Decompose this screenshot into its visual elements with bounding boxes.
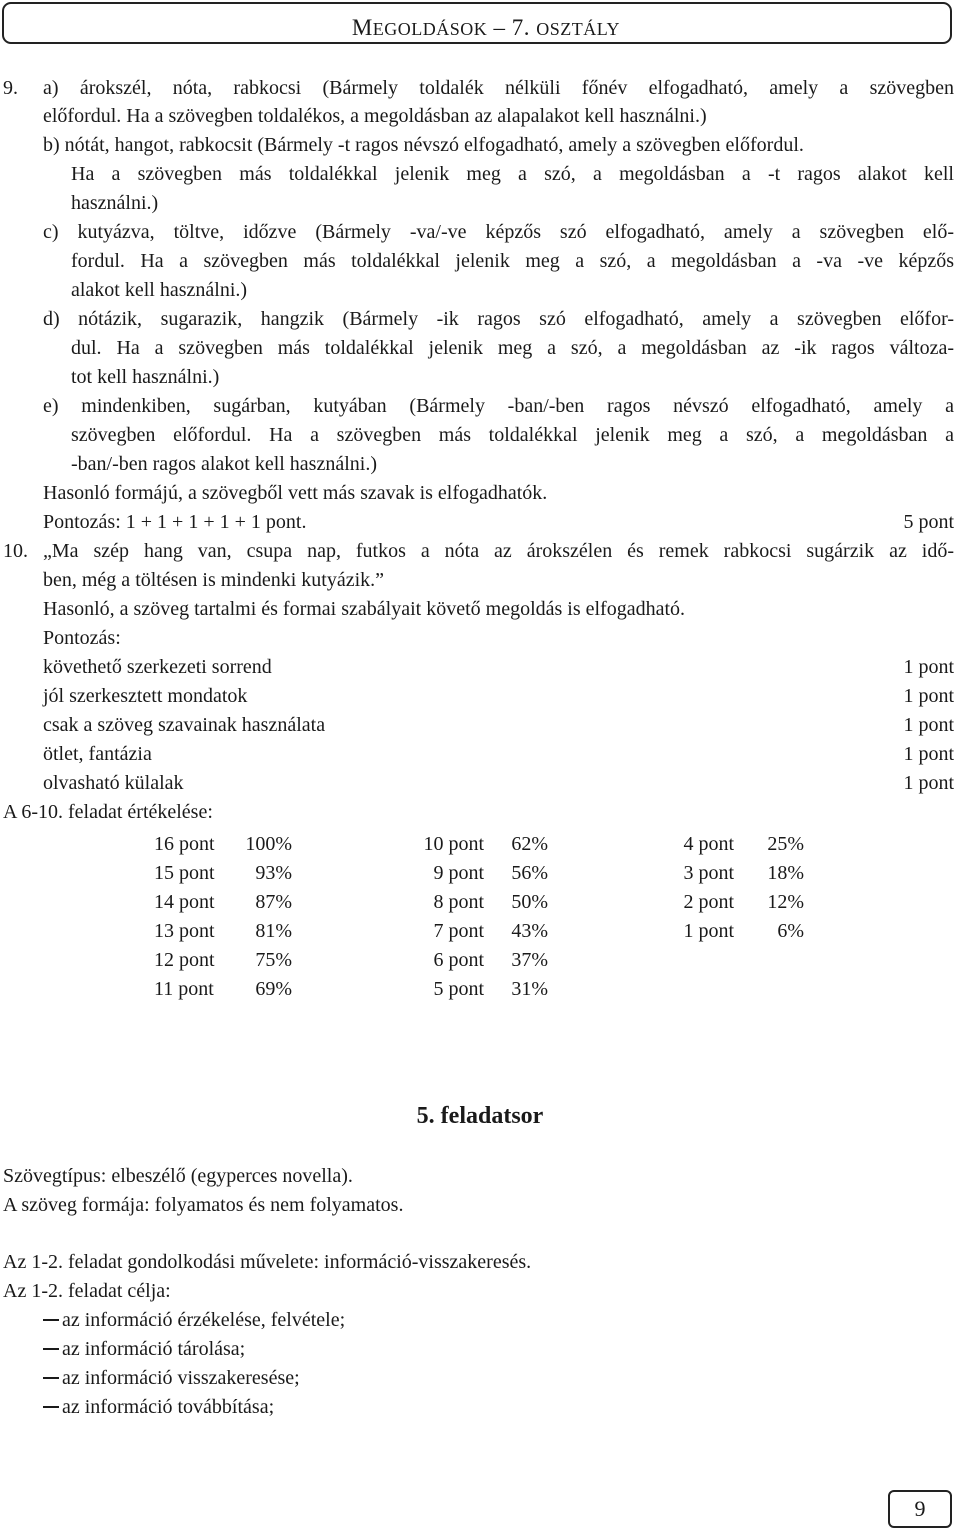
task9-e-line2: szövegben előfordul. Ha a szövegben más toldalékkal jelenik meg a szó, a megoldásban a (71, 424, 954, 446)
task9-similar-note: Hasonló formájú, a szövegből vett más szavak is elfogadhatók. (43, 482, 548, 504)
text-form: A szöveg formája: folyamatos és nem folyamatos. (3, 1194, 404, 1216)
task9-c-line3: alakot kell használni.) (71, 279, 248, 301)
score-points: 9 pont (433, 862, 484, 884)
text-type: Szövegtípus: elbeszélő (egyperces novella). (3, 1165, 353, 1187)
score-percent: 6% (777, 920, 804, 942)
goal-text: az információ visszakeresése; (62, 1367, 300, 1389)
evaluation-label: A 6-10. feladat értékelése: (3, 801, 213, 823)
task9-e-line1: e) mindenkiben, sugárban, kutyában (Bármely -ban/-ben ragos névszó elfogadható, amely a (43, 395, 954, 417)
score-points: 16 pont (154, 833, 215, 855)
header-title: MEGOLDÁSOK – 7. OSZTÁLY (351, 15, 620, 40)
criterion-label: jól szerkesztett mondatok (43, 685, 248, 707)
score-percent: 87% (255, 891, 292, 913)
goal-text: az információ továbbítása; (62, 1396, 275, 1418)
score-percent: 62% (511, 833, 548, 855)
task9-c-line2: fordul. Ha a szövegben más toldalékkal jelenik meg a szó, a megoldásban a -va -ve képzős (71, 250, 954, 272)
task9-total-points: 5 pont (903, 511, 954, 533)
list-item (43, 1335, 245, 1363)
task10-number: 10. (3, 540, 28, 562)
goal-text: az információ érzékelése, felvétele; (62, 1309, 346, 1331)
score-percent: 18% (767, 862, 804, 884)
score-points: 10 pont (423, 833, 484, 855)
score-points: 2 pont (683, 891, 734, 913)
task10-similar-note: Hasonló, a szöveg tartalmi és formai szabályait követő megoldás is elfogadható. (43, 598, 686, 620)
score-points: 4 pont (683, 833, 734, 855)
task9-b-line2: Ha a szövegben más toldalékkal jelenik meg a szó, a megoldásban a -t ragos alakot kell (71, 163, 954, 185)
running-header (2, 2, 952, 44)
score-points: 12 pont (154, 949, 215, 971)
task10-answer-line2: ben, még a töltésen is mindenki kutyázik.” (43, 569, 385, 591)
criterion-label: követhető szerkezeti sorrend (43, 656, 272, 678)
score-percent: 31% (511, 978, 548, 1000)
criterion-points: 1 pont (903, 656, 954, 678)
dash-bullet (43, 1377, 59, 1379)
criterion-label: ötlet, fantázia (43, 743, 152, 765)
goal-label: Az 1-2. feladat célja: (3, 1280, 171, 1302)
score-percent: 50% (511, 891, 548, 913)
score-points: 8 pont (433, 891, 484, 913)
score-percent: 12% (767, 891, 804, 913)
score-points: 15 pont (154, 862, 215, 884)
criterion-points: 1 pont (903, 772, 954, 794)
score-points: 14 pont (154, 891, 215, 913)
task9-d-line2: dul. Ha a szövegben más toldalékkal jelenik meg a szó, a megoldásban az -ik ragos változa- (71, 337, 954, 359)
score-percent: 25% (767, 833, 804, 855)
page-number: 9 (888, 1490, 952, 1528)
score-percent: 93% (255, 862, 292, 884)
score-percent: 69% (255, 978, 292, 1000)
thinking-operation: Az 1-2. feladat gondolkodási művelete: információ-visszakeresés. (3, 1251, 532, 1273)
dash-bullet (43, 1319, 59, 1321)
task9-number: 9. (3, 77, 18, 99)
list-item (43, 1306, 345, 1334)
list-item (43, 1393, 274, 1421)
task9-scoring: Pontozás: 1 + 1 + 1 + 1 + 1 pont. (43, 511, 307, 533)
list-item (43, 1364, 300, 1392)
score-points: 13 pont (154, 920, 215, 942)
score-points: 5 pont (433, 978, 484, 1000)
task9-a-line2: előfordul. Ha a szövegben toldalékos, a megoldásban az alapalakot kell használni.) (43, 105, 707, 127)
task9-b-line1: b) nótát, hangot, rabkocsit (Bármely -t ragos névszó elfogadható, amely a szövegben előfordul. (43, 134, 804, 156)
score-percent: 37% (511, 949, 548, 971)
task10-answer-line1: „Ma szép hang van, csupa nap, futkos a nóta az árokszélen és remek rabkocsi sugárzik az idő- (43, 540, 954, 562)
criterion-points: 1 pont (903, 685, 954, 707)
dash-bullet (43, 1406, 59, 1408)
task9-b-line3: használni.) (71, 192, 159, 214)
task9-d-line3: tot kell használni.) (71, 366, 220, 388)
criterion-points: 1 pont (903, 743, 954, 765)
score-percent: 43% (511, 920, 548, 942)
criterion-label: csak a szöveg szavainak használata (43, 714, 326, 736)
task10-scoring-label: Pontozás: (43, 627, 121, 649)
task9-c-line1: c) kutyázva, töltve, időzve (Bármely -va/-ve képzős szó elfogadható, amely a szövegben elő- (43, 221, 954, 243)
score-percent: 100% (245, 833, 292, 855)
score-points: 6 pont (433, 949, 484, 971)
criterion-points: 1 pont (903, 714, 954, 736)
task9-a-line1: a) árokszél, nóta, rabkocsi (Bármely toldalék nélküli főnév elfogadható, amely a szövegben (43, 77, 954, 99)
score-percent: 75% (255, 949, 292, 971)
score-points: 1 pont (683, 920, 734, 942)
dash-bullet (43, 1348, 59, 1350)
score-percent: 56% (511, 862, 548, 884)
score-points: 3 pont (683, 862, 734, 884)
task9-e-line3: -ban/-ben ragos alakot kell használni.) (71, 453, 377, 475)
task9-d-line1: d) nótázik, sugarazik, hangzik (Bármely -ik ragos szó elfogadható, amely a szövegben előfor- (43, 308, 954, 330)
score-points: 7 pont (433, 920, 484, 942)
criterion-label: olvasható külalak (43, 772, 184, 794)
goal-text: az információ tárolása; (62, 1338, 246, 1360)
section-title: 5. feladatsor (416, 1103, 544, 1129)
score-points: 11 pont (154, 978, 214, 1000)
score-percent: 81% (255, 920, 292, 942)
